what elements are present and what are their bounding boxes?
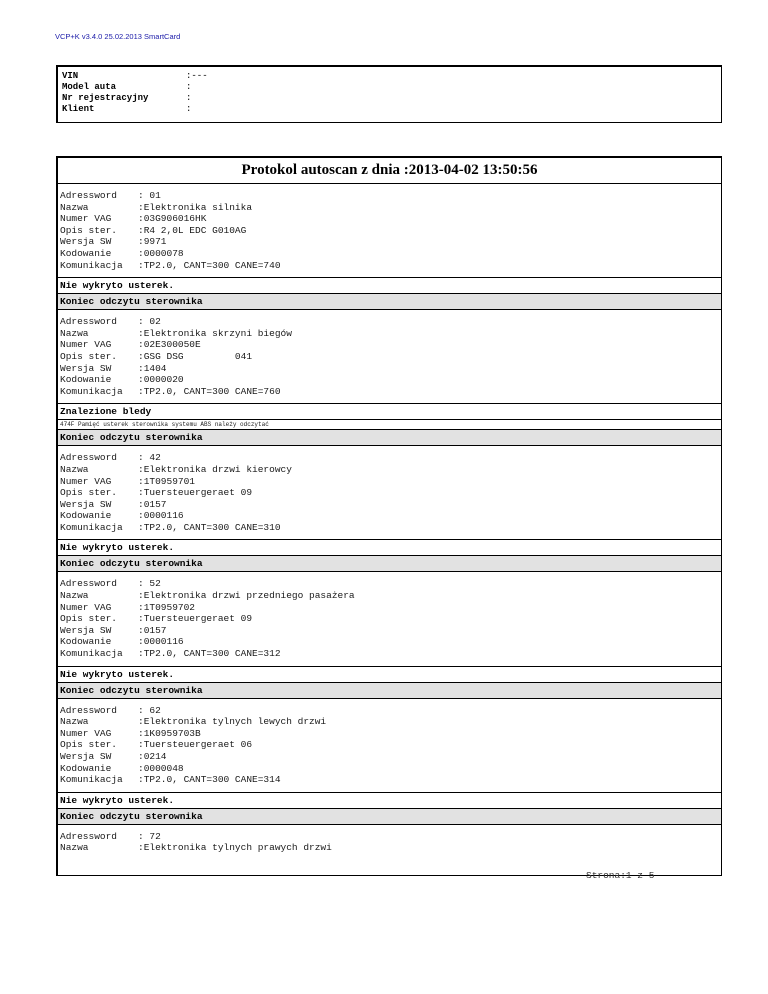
desc-label: Opis ster. <box>60 739 118 751</box>
status-text: Nie wykryto usterek. <box>58 792 721 809</box>
desc-value: :R4 2,0L EDC G010AG <box>138 224 247 236</box>
name-value: :Elektronika drzwi przedniego pasażera <box>138 590 355 602</box>
sw-label: Wersja SW <box>60 624 112 636</box>
comm-label: Komunikacja <box>60 648 123 660</box>
name-value: :Elektronika drzwi kierowcy <box>138 463 292 475</box>
vehicle-info-box <box>56 65 722 123</box>
status-text: Nie wykryto usterek. <box>58 539 721 556</box>
name-label: Nazwa <box>60 201 89 213</box>
module-block <box>58 446 721 572</box>
client-label: Klient <box>62 104 95 114</box>
comm-value: :TP2.0, CANT=300 CANE=310 <box>138 521 281 533</box>
desc-value: :Tuersteuergeraet 06 <box>138 739 253 751</box>
address-value: : 02 <box>138 316 161 328</box>
end-of-read: Koniec odczytu sterownika <box>58 556 721 571</box>
sw-label: Wersja SW <box>60 751 112 762</box>
sw-label: Wersja SW <box>60 236 112 248</box>
desc-value: :Tuersteuergeraet 09 <box>138 487 253 499</box>
vag-label: Numer VAG <box>60 339 112 351</box>
coding-value: :0000020 <box>138 374 184 386</box>
address-value: : 72 <box>138 830 161 842</box>
sw-value: :0157 <box>138 498 167 510</box>
sw-value: :0214 <box>138 751 167 762</box>
module-block <box>58 310 721 446</box>
name-label: Nazwa <box>60 842 89 854</box>
module-block-partial <box>58 825 721 860</box>
vag-value: :1K0959703B <box>138 727 201 739</box>
vag-label: Numer VAG <box>60 475 112 487</box>
module-details <box>58 699 721 792</box>
status-text: Nie wykryto usterek. <box>58 666 721 683</box>
desc-label: Opis ster. <box>60 613 118 625</box>
model-label: Model auta <box>62 82 117 92</box>
coding-value: :0000078 <box>138 247 184 259</box>
page-number: Strona:1 z 5 <box>586 870 655 881</box>
vag-label: Numer VAG <box>60 213 112 225</box>
name-value: :Elektronika silnika <box>138 201 253 213</box>
coding-value: :0000048 <box>138 762 184 774</box>
coding-label: Kodowanie <box>60 762 112 774</box>
vag-label: Numer VAG <box>60 727 112 739</box>
vag-label: Numer VAG <box>60 601 112 613</box>
report-title: Protokol autoscan z dnia :2013-04-02 13:50:56 <box>58 158 721 184</box>
comm-value: :TP2.0, CANT=300 CANE=760 <box>138 385 281 397</box>
coding-label: Kodowanie <box>60 374 112 386</box>
address-label: Adressword <box>60 190 118 201</box>
comm-label: Komunikacja <box>60 259 123 271</box>
module-details <box>58 572 721 665</box>
coding-value: :0000116 <box>138 636 184 648</box>
name-value: :Elektronika skrzyni biegów <box>138 327 292 339</box>
module-details <box>58 310 721 403</box>
sw-value: :0157 <box>138 624 167 636</box>
desc-label: Opis ster. <box>60 224 118 236</box>
name-label: Nazwa <box>60 327 89 339</box>
registration-label: Nr rejestracyjny <box>62 93 149 103</box>
comm-label: Komunikacja <box>60 385 123 397</box>
status-text: Znalezione bledy <box>58 403 721 420</box>
sw-label: Wersja SW <box>60 362 112 374</box>
vin-value: :--- <box>186 71 208 81</box>
status-text: Nie wykryto usterek. <box>58 277 721 294</box>
vag-value: :1T0959701 <box>138 475 196 487</box>
address-label: Adressword <box>60 704 118 716</box>
comm-value: :TP2.0, CANT=300 CANE=740 <box>138 259 281 271</box>
end-of-read: Koniec odczytu sterownika <box>58 809 721 824</box>
sw-value: :9971 <box>138 236 167 248</box>
name-label: Nazwa <box>60 590 89 602</box>
coding-label: Kodowanie <box>60 510 112 522</box>
coding-label: Kodowanie <box>60 636 112 648</box>
name-label: Nazwa <box>60 463 89 475</box>
name-value: :Elektronika tylnych lewych drzwi <box>138 716 327 728</box>
name-label: Nazwa <box>60 716 89 728</box>
address-label: Adressword <box>60 578 118 590</box>
desc-value: :GSG DSG 041 <box>138 350 253 362</box>
address-value: : 01 <box>138 190 161 201</box>
module-details <box>58 825 721 860</box>
address-label: Adressword <box>60 316 118 328</box>
end-of-read: Koniec odczytu sterownika <box>58 430 721 445</box>
sw-value: :1404 <box>138 362 167 374</box>
address-value: : 52 <box>138 578 161 590</box>
module-details <box>58 446 721 539</box>
coding-label: Kodowanie <box>60 247 112 259</box>
comm-label: Komunikacja <box>60 774 123 786</box>
end-of-read: Koniec odczytu sterownika <box>58 683 721 698</box>
coding-value: :0000116 <box>138 510 184 522</box>
name-value: :Elektronika tylnych prawych drzwi <box>138 842 332 854</box>
desc-label: Opis ster. <box>60 487 118 499</box>
module-block <box>58 699 721 825</box>
vag-value: :03G906016HK <box>138 213 207 225</box>
vin-label: VIN <box>62 71 79 81</box>
model-value: : <box>186 82 192 92</box>
desc-label: Opis ster. <box>60 350 118 362</box>
comm-label: Komunikacja <box>60 521 123 533</box>
comm-value: :TP2.0, CANT=300 CANE=312 <box>138 648 281 660</box>
comm-value: :TP2.0, CANT=300 CANE=314 <box>138 774 281 786</box>
module-block <box>58 572 721 698</box>
app-version: VCP+K v3.4.0 25.02.2013 SmartCard <box>55 32 181 41</box>
address-label: Adressword <box>60 830 118 842</box>
desc-value: :Tuersteuergeraet 09 <box>138 613 253 625</box>
module-details <box>58 184 721 277</box>
end-of-read: Koniec odczytu sterownika <box>58 294 721 309</box>
vag-value: :02E300050E <box>138 339 201 351</box>
address-label: Adressword <box>60 452 118 464</box>
vag-value: :1T0959702 <box>138 601 196 613</box>
client-value: : <box>186 104 192 114</box>
fault-entry: 474F Pamięć usterek sterownika systemu ABS należy odczytać <box>58 420 721 430</box>
sw-label: Wersja SW <box>60 498 112 510</box>
autoscan-report <box>56 156 722 876</box>
registration-value: : <box>186 93 192 103</box>
module-block <box>58 184 721 310</box>
address-value: : 42 <box>138 452 161 464</box>
address-value: : 62 <box>138 704 161 716</box>
